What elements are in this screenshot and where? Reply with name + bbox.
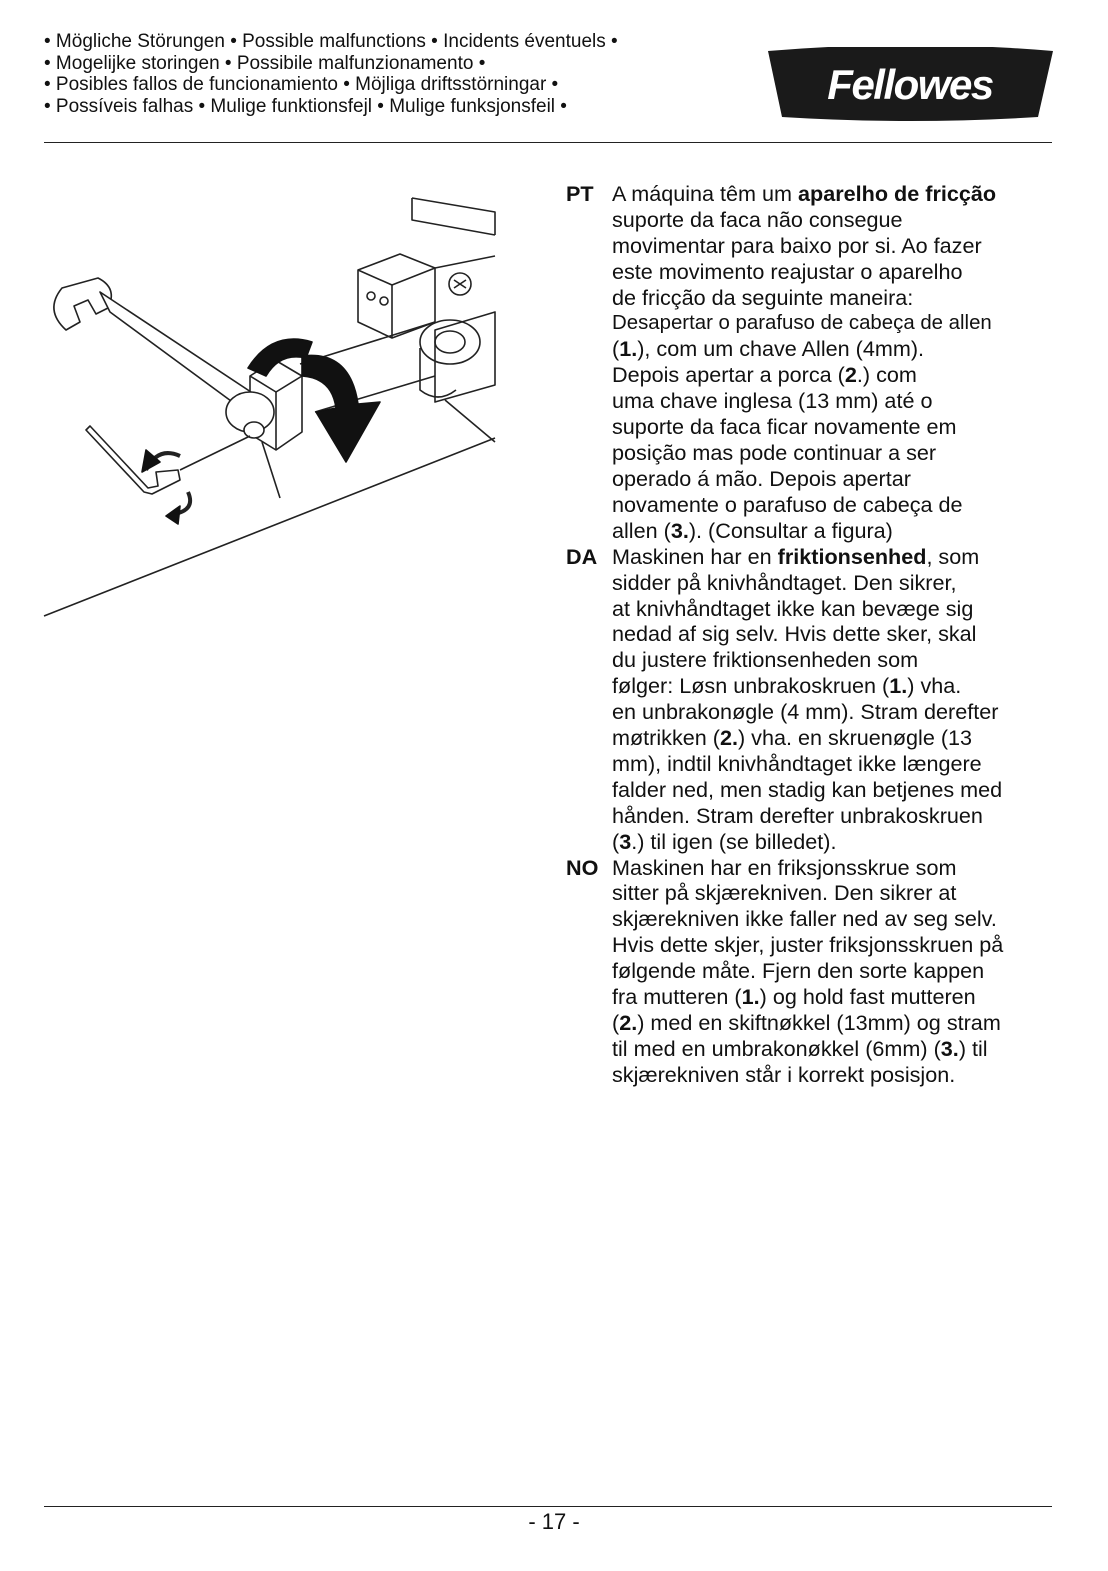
- header-line: • Posibles fallos de funcionamiento • Möjliga driftsstörningar •: [44, 74, 559, 95]
- text-line: uma chave inglesa (13 mm) até o: [612, 388, 933, 414]
- text-line: Maskinen har en friksjonsskrue som: [612, 854, 957, 880]
- text-line: A máquina têm um aparelho de fricção: [612, 181, 997, 206]
- text-line: (2.) med en skiftnøkkel (13mm) og stram: [612, 1010, 1001, 1035]
- text-line: du justere friktionsenheden som: [612, 647, 919, 673]
- instructions-column: [566, 181, 1052, 1088]
- friction-adjustment-illustration: [40, 180, 505, 625]
- text-line: suporte da faca ficar novamente em: [612, 414, 957, 440]
- text-line: de fricção da seguinte maneira:: [612, 284, 914, 310]
- text-line: hånden. Stram derefter unbrakoskruen: [612, 802, 983, 828]
- text-line: sitter på skjærekniven. Den sikrer at: [612, 880, 957, 906]
- text-line: allen (3.). (Consultar a figura): [612, 517, 893, 543]
- text-line: operado á mão. Depois apertar: [612, 465, 911, 491]
- language-code: DA: [566, 543, 598, 569]
- text-line: skjærekniven står i korrekt posisjon.: [612, 1061, 956, 1087]
- text-line: novamente o parafuso de cabeça de: [612, 491, 963, 517]
- text-line: posição mas pode continuar a ser: [612, 440, 937, 466]
- text-line: falder ned, men stadig kan betjenes med: [612, 776, 1003, 802]
- text-line: følgende måte. Fjern den sorte kappen: [612, 958, 985, 984]
- header-line: • Mögliche Störungen • Possible malfunctions • Incidents éventuels •: [44, 31, 618, 52]
- section-no: [566, 855, 1052, 1088]
- text-line: til med en umbrakonøkkel (6mm) (3.) til: [612, 1035, 988, 1061]
- section-da: [566, 544, 1052, 855]
- fellowes-logo-text: Fellowes: [827, 61, 993, 108]
- text-line: Desapertar o parafuso de cabeça de allen: [612, 311, 992, 334]
- text-line: (1.), com um chave Allen (4mm).: [612, 336, 925, 362]
- text-line: en unbrakonøgle (4 mm). Stram derefter: [612, 699, 999, 725]
- text-line: skjærekniven ikke faller ned av seg selv.: [612, 906, 997, 932]
- fellowes-logo: [768, 47, 1053, 121]
- section-pt: [566, 181, 1052, 544]
- text-line: suporte da faca não consegue: [612, 206, 903, 232]
- header-line: • Mogelijke storingen • Possibile malfunzionamento •: [44, 52, 486, 74]
- text-line: sidder på knivhåndtaget. Den sikrer,: [612, 569, 957, 595]
- text-line: Maskinen har en friktionsenhed, som: [612, 543, 980, 569]
- text-line: Hvis dette skjer, juster friksjonsskruen på: [612, 932, 1004, 958]
- section-body: [612, 855, 1052, 1088]
- language-code: PT: [566, 181, 594, 206]
- text-line: møtrikken (2.) vha. en skruenøgle (13: [612, 725, 973, 751]
- section-body: [612, 544, 1052, 855]
- section-body: [612, 181, 1052, 544]
- footer-divider: [44, 1506, 1052, 1507]
- text-line: nedad af sig selv. Hvis dette sker, skal: [612, 621, 977, 647]
- header-divider: [44, 142, 1052, 143]
- header-line: • Possíveis falhas • Mulige funktionsfejl • Mulige funksjonsfeil •: [44, 95, 567, 117]
- text-line: fra mutteren (1.) og hold fast mutteren: [612, 984, 976, 1010]
- text-line: (3.) til igen (se billedet).: [612, 828, 837, 854]
- language-code: NO: [566, 854, 599, 880]
- header-language-list: [44, 31, 744, 117]
- text-line: følger: Løsn unbrakoskruen (1.) vha.: [612, 673, 962, 699]
- text-line: este movimento reajustar o aparelho: [612, 258, 963, 284]
- text-line: movimentar para baixo por si. Ao fazer: [612, 232, 982, 258]
- text-line: Depois apertar a porca (2.) com: [612, 362, 917, 388]
- text-line: mm), indtil knivhåndtaget ikke længere: [612, 750, 982, 776]
- page-number: - 17 -: [528, 1509, 580, 1534]
- text-line: at knivhåndtaget ikke kan bevæge sig: [612, 595, 974, 621]
